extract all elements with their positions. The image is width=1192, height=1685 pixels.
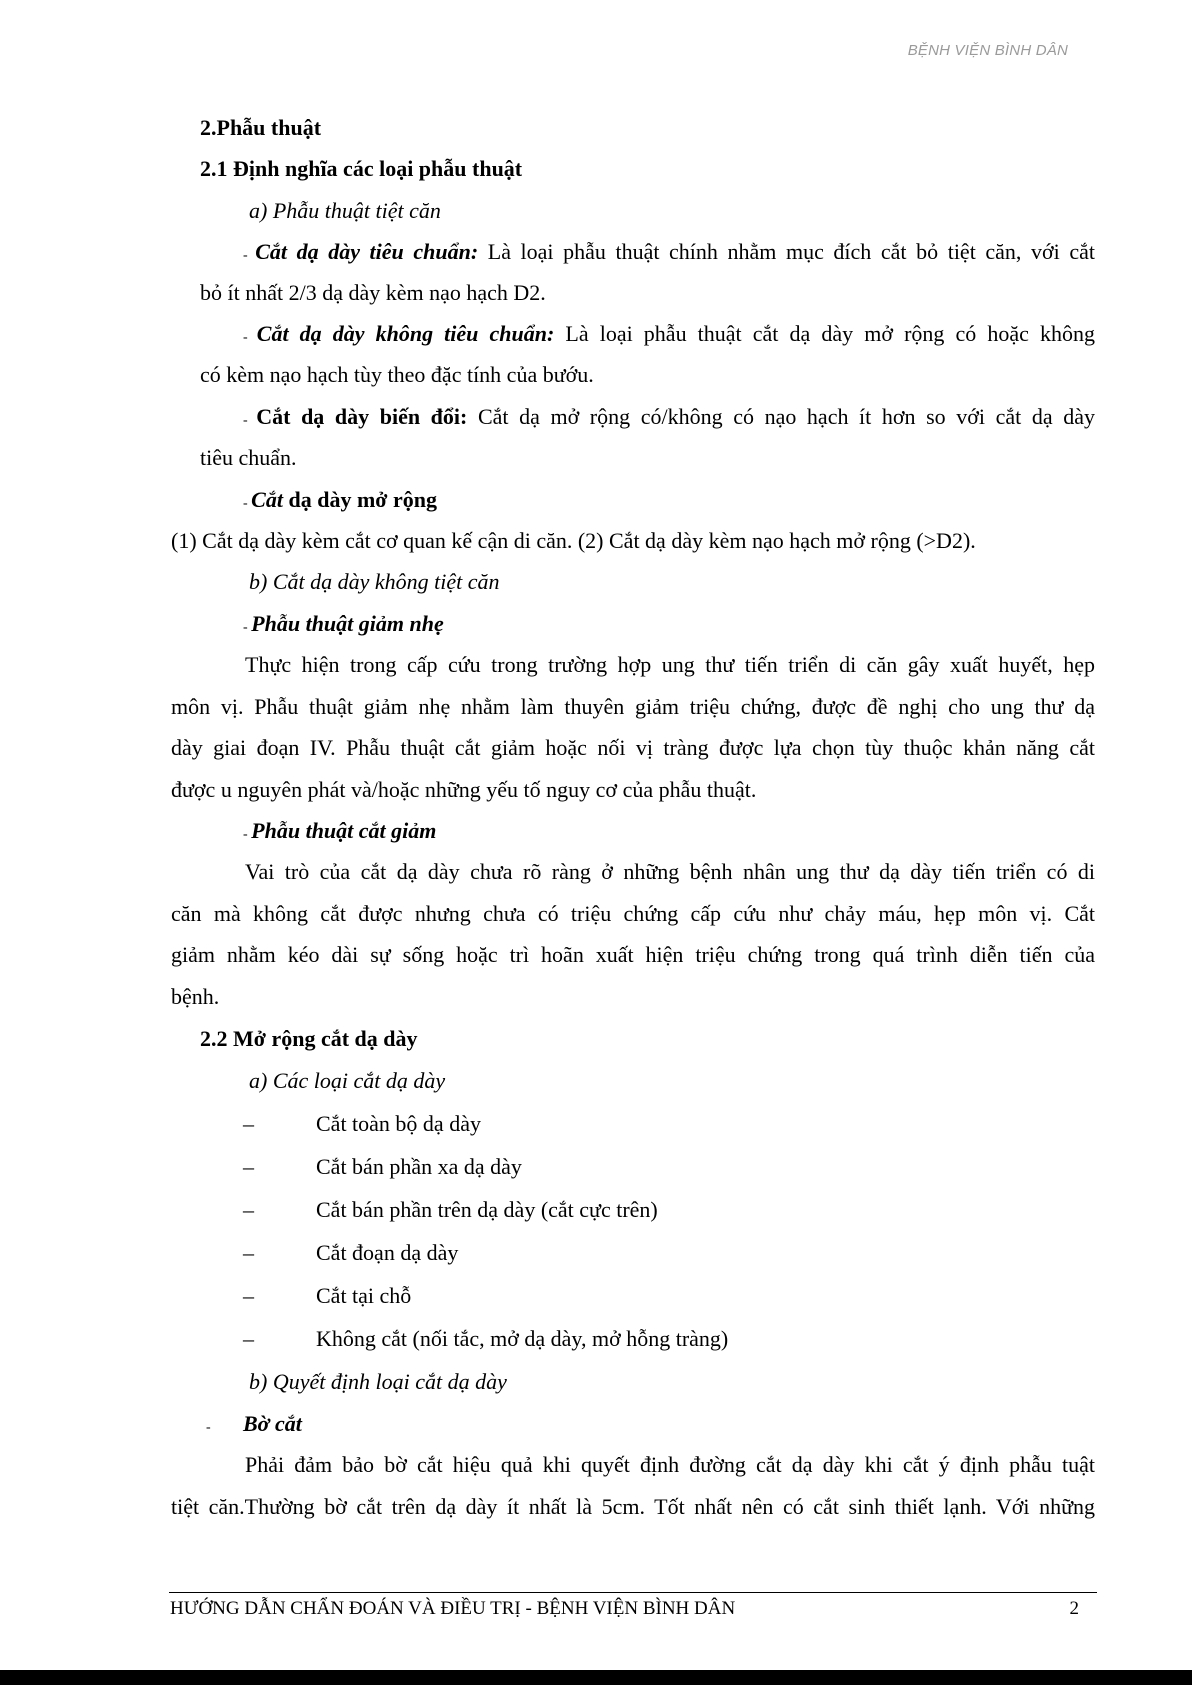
section-title: 2.Phẫu thuật xyxy=(200,115,322,140)
list-dash: – xyxy=(243,1111,254,1136)
paragraph-5-line-1: Thực hiện trong cấp cứu trong trường hợp ung thư tiến triển di căn gây xuất huyết, hẹp xyxy=(245,652,1095,677)
subsection-2-1-title: 2.1 Định nghĩa các loại phẫu thuật xyxy=(200,156,523,181)
paragraph-2-line-1: - Cắt dạ dày không tiêu chuẩn: Là loại phẫu thuật cắt dạ dày mở rộng có hoặc không xyxy=(243,321,1095,346)
paragraph-2-line-2: có kèm nạo hạch tùy theo đặc tính của bướu. xyxy=(200,362,594,387)
paragraph-4-heading: - Cắt dạ dày mở rộng xyxy=(243,487,437,512)
list-dash: – xyxy=(243,1240,254,1265)
running-header: BỆNH VIỆN BÌNH DÂN xyxy=(907,42,1068,59)
list-item: Cắt bán phần xa dạ dày xyxy=(316,1154,522,1179)
paragraph-6-heading: - Phẫu thuật cắt giảm xyxy=(243,818,437,843)
subheading-a2: a) Các loại cắt dạ dày xyxy=(249,1068,446,1093)
list-dash: – xyxy=(243,1326,254,1351)
list-dash: – xyxy=(243,1283,254,1308)
footer-title: HƯỚNG DẪN CHẨN ĐOÁN VÀ ĐIỀU TRỊ - BỆNH VIỆN BÌNH DÂN xyxy=(170,1598,736,1619)
list-item: Cắt toàn bộ dạ dày xyxy=(316,1111,481,1136)
page-number: 2 xyxy=(1069,1598,1079,1619)
paragraph-5-line-4: được u nguyên phát và/hoặc những yếu tố nguy cơ của phẫu thuật. xyxy=(171,777,757,802)
list-item: Cắt tại chỗ xyxy=(316,1283,412,1308)
paragraph-6-line-4: bệnh. xyxy=(171,984,220,1009)
paragraph-3-line-1: - Cắt dạ dày biến đổi: Cắt dạ mở rộng có/không có nạo hạch ít hơn so với cắt dạ dày xyxy=(243,404,1095,429)
list-item: Không cắt (nối tắc, mở dạ dày, mở hỗng tràng) xyxy=(316,1326,729,1351)
paragraph-6-line-1: Vai trò của cắt dạ dày chưa rõ ràng ở những bệnh nhân ung thư dạ dày tiến triển có di xyxy=(245,859,1095,884)
paragraph-6-line-2: căn mà không cắt được nhưng chưa có triệu chứng cấp cứu như chảy máu, hẹp môn vị. Cắt xyxy=(171,901,1095,926)
paragraph-6-line-3: giảm nhằm kéo dài sự sống hoặc trì hoãn xuất hiện triệu chứng trong quá trình diễn tiến của xyxy=(171,942,1095,967)
subsection-2-2-title: 2.2 Mở rộng cắt dạ dày xyxy=(200,1026,418,1051)
subheading-a: a) Phẫu thuật tiệt căn xyxy=(249,198,441,223)
subheading-b2: b) Quyết định loại cắt dạ dày xyxy=(249,1369,507,1394)
paragraph-3-line-2: tiêu chuẩn. xyxy=(200,445,297,470)
term-standard-gastrectomy: Cắt dạ dày tiêu chuẩn: xyxy=(255,239,479,264)
list-item: Cắt đoạn dạ dày xyxy=(316,1240,459,1265)
list-item: Cắt bán phần trên dạ dày (cắt cực trên) xyxy=(316,1197,658,1222)
paragraph-7-heading: - Bờ cắt xyxy=(206,1411,302,1436)
footer-rule xyxy=(169,1592,1097,1593)
paragraph-5-line-2: môn vị. Phẫu thuật giảm nhẹ nhằm làm thuyên giảm triệu chứng, được đề nghị cho ung thư dạ xyxy=(171,694,1095,719)
bottom-edge-band xyxy=(0,1670,1192,1685)
term-modified-gastrectomy: Cắt dạ dày biến đổi: xyxy=(256,404,468,429)
subheading-b: b) Cắt dạ dày không tiệt căn xyxy=(249,569,500,594)
paragraph-5-heading: - Phẫu thuật giảm nhẹ xyxy=(243,611,444,636)
paragraph-4-line-1: (1) Cắt dạ dày kèm cắt cơ quan kế cận di căn. (2) Cắt dạ dày kèm nạo hạch mở rộng (>D2). xyxy=(171,528,976,553)
paragraph-5-line-3: dày giai đoạn IV. Phẫu thuật cắt giảm hoặc nối vị tràng được lựa chọn tùy thuộc khản năng cắt xyxy=(171,735,1095,760)
paragraph-7-line-2: tiệt căn.Thường bờ cắt trên dạ dày ít nhất là 5cm. Tốt nhất nên có cắt sinh thiết lạnh. Với những xyxy=(171,1494,1095,1519)
list-dash: – xyxy=(243,1197,254,1222)
paragraph-1-line-1: - Cắt dạ dày tiêu chuẩn: Là loại phẫu thuật chính nhằm mục đích cắt bỏ tiệt căn, với cắt xyxy=(243,239,1095,264)
paragraph-7-line-1: Phải đảm bảo bờ cắt hiệu quả khi quyết định đường cắt dạ dày khi cắt ý định phẫu tuật xyxy=(245,1452,1095,1477)
paragraph-1-line-2: bỏ ít nhất 2/3 dạ dày kèm nạo hạch D2. xyxy=(200,280,546,305)
list-dash: – xyxy=(243,1154,254,1179)
term-nonstandard-gastrectomy: Cắt dạ dày không tiêu chuẩn: xyxy=(256,321,555,346)
